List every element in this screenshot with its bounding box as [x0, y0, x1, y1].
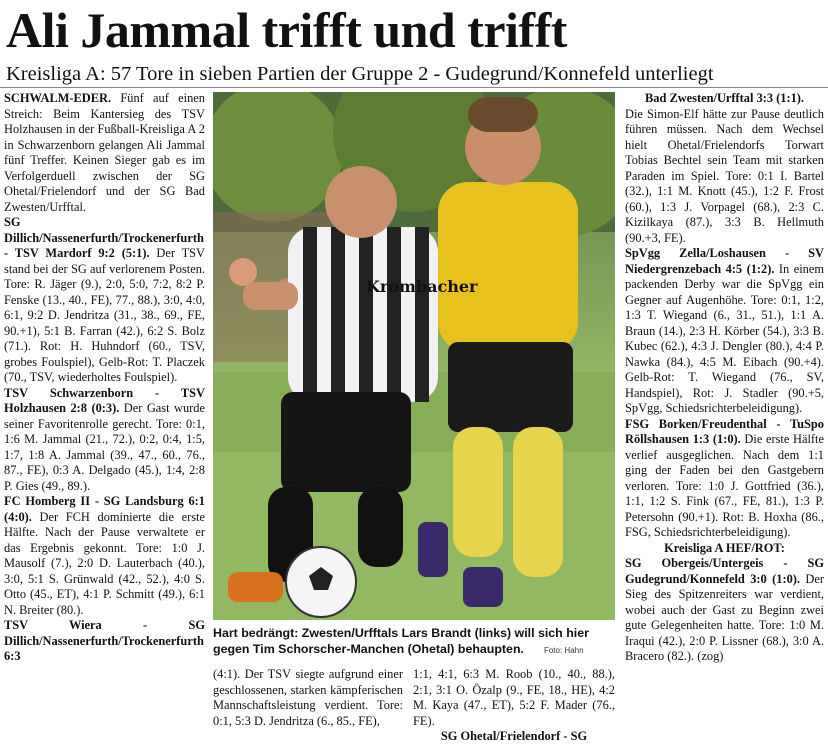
paragraph-text: Fünf auf einen Streich: Beim Kantersieg des TSV Holzhausen in der Fußball-Kreisliga A 2 in Schwarzenborn gelangen Ali Jammal fünf Treffer. Keinen Sieger gab es im Verfolgerduell zwischen der SG Ohetal/Frielendorf und der SG Bad Zwesten/Urfftal. [4, 91, 205, 214]
match-result: TSV Schwarzenborn - TSV Holzhausen 2:8 (0:3). [4, 385, 205, 415]
paragraph-text: Der FCH dominierte die erste Hälfte. Nach der Pause verwaltete er das Ergebnis gekonnt. Tore: 1:0 J. Mausolf (7.), 2:0 D. Lauterbach (40.), 3:0, 5:1 S. Grünwald (42., 52.), 4:0 S. Otto (45., ET), 4:1 P. Schmitt (49.), 6:1 N. Breiter (80.). [4, 509, 205, 617]
paragraph [4, 618, 205, 665]
article-column-1 [4, 91, 205, 665]
match-result: SG Dillich/Nassenerfurth/Trockenerfurth - TSV Mardorf 9:2 (5:1). [4, 215, 204, 260]
article-column-4 [625, 91, 824, 665]
paragraph [625, 417, 824, 541]
match-result: FSG Borken/Freudenthal - TuSpo Röllshausen 1:3 (1:0). [625, 416, 824, 446]
match-result: FC Homberg II - SG Landsburg 6:1 (4:0). [4, 494, 205, 524]
match-result: Bad Zwesten/Urfftal 3:3 (1:1). [645, 91, 804, 105]
caption-text: Hart bedrängt: Zwesten/Urfftals Lars Brandt (links) will sich hier gegen Tim Schorscher-Manchen (Ohetal) behaupten. [213, 626, 589, 656]
paragraph [4, 494, 205, 618]
paragraph-text: In einem packenden Derby war die SpVgg ein Gegner auf Augenhöhe. Tore: 0:1, 1:2, 1:3 T. Wiegand (6., 31., 51.), 1:1 A. Braun (14.), 2:3 H. Körber (54.), 3:3 B. Kubec (62.), 4:3 J. Dengler (80.), 4:4 P. Nawka (84.), 4:5 M. Eibach (90.+4). Gelb-Rot: T. Wiegand (76., SV, Handspiel), Rot: J. Stadler (90.+5, SpVgg, Schiedsrichterbeleidigung). [625, 261, 824, 415]
dateline: SCHWALM-EDER. [4, 91, 112, 105]
shirt-sponsor-text: Krombacher [366, 277, 478, 296]
divider [0, 87, 828, 88]
match-result: SpVgg Zella/Loshausen - SV Niedergrenzebach 4:5 (1:2). [625, 246, 824, 276]
paragraph [4, 386, 205, 495]
paragraph-text: Die erste Hälfte verlief ausgeglichen. Nach dem 1:1 ging der Faden bei den Gastgebern verloren. Tore: 1:0 J. Gottfried (36.), 1:1, 1:2 S. Fink (67., FE, 81.), 1:3 P. Petersohn (90.+1). Rot: B. Hoxha (86., FSG, Schiedsrichterbeleidigung). [625, 432, 824, 539]
paragraph [625, 541, 824, 665]
article-column-2 [213, 667, 403, 729]
section-label: Kreisliga A HEF/ROT: [664, 540, 785, 555]
match-result: SG Ohetal/Frielendorf - SG [440, 729, 588, 743]
headline: Ali Jammal trifft und trifft [6, 2, 567, 58]
photo-credit: Foto: Hahn [543, 646, 584, 655]
paragraph-text: Die Simon-Elf hätte zur Pause deutlich führen müssen. Nach dem Wechsel hielt Ohetal/Frielendorfs Torwart Tobias Bechtel sein Team mit starken Paraden im Spiel. Tore: 0:1 I. Bartel (32.), 1:1 M. Knott (45.), 1:2 F. Frost (60.), 1:3 J. Vorpagel (68.), 2:3 C. Kizilkaya (87.), 3:3 B. Hellmuth (90.+3, FE). [625, 106, 824, 245]
subheadline: Kreisliga A: 57 Tore in sieben Partien der Gruppe 2 - Gudegrund/Konnefeld unterliegt [6, 63, 714, 85]
paragraph-text: Der Sieg des Spitzenreiters war verdient, wobei auch der Gast zu Beginn zwei gute Gelegenheiten hatte. Tore: 1:0 M. Iraqui (42.), 2:0 P. Lissner (68.), 3:0 A. Bracero (82.). (zog) [625, 571, 824, 663]
paragraph [625, 246, 824, 417]
paragraph [4, 215, 205, 386]
match-result: SG Obergeis/Untergeis - SG Gudegrund/Konnefeld 3:0 (1:0). [625, 556, 824, 586]
paragraph [625, 91, 824, 246]
paragraph-text: 1:1, 4:1, 6:3 M. Roob (10., 40., 88.), 2:1, 3:1 O. Özalp (9., FE, 18., HE), 4:2 M. Kaya (47., ET), 5:2 F. Mader (76., FE). [413, 667, 615, 728]
photo-caption [213, 625, 615, 659]
football-players-illustration [213, 92, 615, 620]
paragraph-text: (4:1). Der TSV siegte aufgrund einer geschlossenen, starken kämpferischen Mannschaftsleistung verdient. Tore: 0:1, 5:3 D. Jendritza (6., 85., FE), [213, 667, 403, 728]
article-column-3 [413, 667, 615, 745]
paragraph [4, 91, 205, 215]
paragraph-text: Der Gast wurde seiner Favoritenrolle gerecht. Tore: 0:1, 1:6 M. Jammal (21., 72.), 0:2, 0:4, 1:5, 1:7, 1:8 A. Jammal (39., 47., 60., 76., 87., FE), 0:3 A. Delgado (45.), 1:4, 2:8 P. Gies (49., 89.). [4, 401, 205, 493]
match-photo [213, 92, 615, 620]
paragraph-text: Der TSV stand bei der SG auf verlorenem Posten. Tore: R. Jäger (9.), 2:0, 5:0, 7:2, 8:2 P. Fenske (13., 40., FE), 77., 88.), 3:0, 4:0, 6:1, 9:2 D. Jendritza (31., 38., 69., FE, 90.+1), 5:1 B. Farran (42.), 6:2 S. Bolz (71.). Rot: H. Huhndorf (60., TSV, grobes Foulspiel), Gelb-Rot: T. Placzek (70., TSV, wiederholtes Foulspiel). [4, 246, 205, 384]
match-result: TSV Wiera - SG Dillich/Nassenerfurth/Trockenerfurth 6:3 [4, 618, 205, 663]
